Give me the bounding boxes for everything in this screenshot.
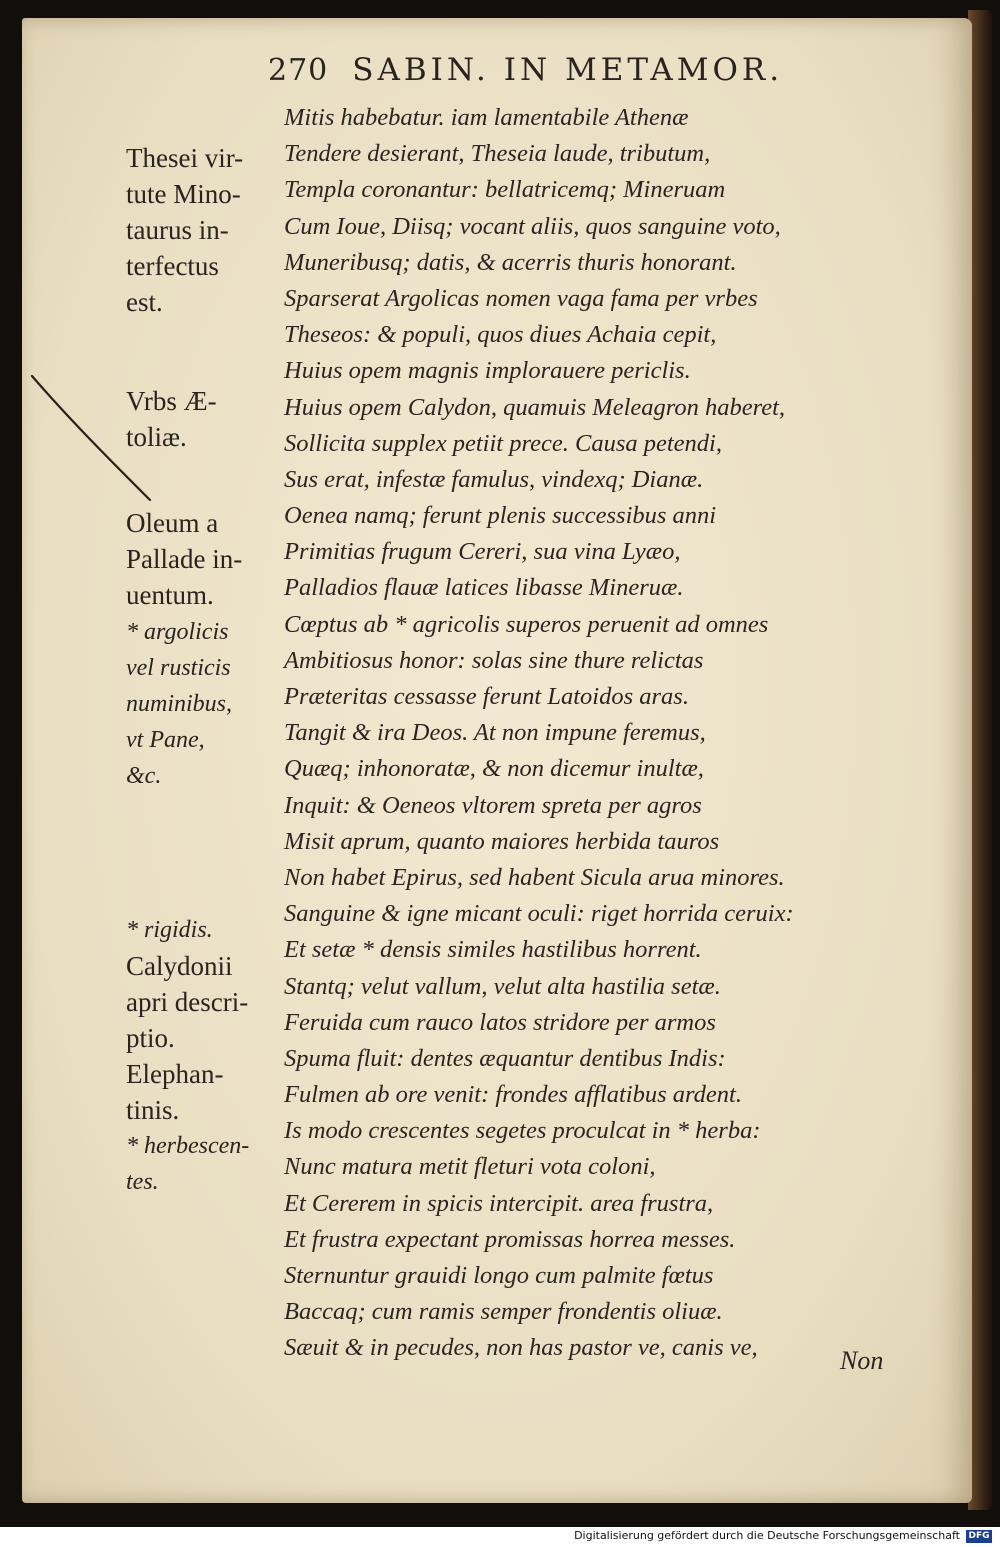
verse-line: Huius opem Calydon, quamuis Meleagron haberet, xyxy=(284,393,786,421)
verse-line: Tendere desierant, Theseia laude, tributum, xyxy=(284,140,711,168)
margin-note-line: tinis. xyxy=(126,1095,180,1125)
verse-line: Sus erat, infestæ famulus, vindexq; Dianæ. xyxy=(284,465,704,493)
verse-block xyxy=(284,100,924,1367)
margin-note-line: Calydonii xyxy=(126,951,233,981)
verse-line: Quæq; inhonoratæ, & non dicemur inultæ, xyxy=(284,755,704,783)
verse-line: Spuma fluit: dentes æquantur dentibus Indis: xyxy=(284,1044,726,1072)
page-header xyxy=(268,52,848,98)
verse-line: Inquit: & Oeneos vltorem spreta per agros xyxy=(284,791,702,819)
margin-note-line: Thesei vir- xyxy=(126,143,244,173)
margin-note-line: * herbescen- xyxy=(126,1133,250,1159)
verse-line: Huius opem magnis implorauere periclis. xyxy=(284,357,691,385)
verse-line: Nunc matura metit fleturi vota coloni, xyxy=(284,1153,656,1181)
verse-line: Palladios flauæ latices libasse Mineruæ. xyxy=(284,574,684,602)
dfg-logo: DFG xyxy=(966,1530,992,1543)
verse-line: Oenea namq; ferunt plenis successibus anni xyxy=(284,502,717,530)
verse-line: Tangit & ira Deos. At non impune feremus, xyxy=(284,719,706,747)
margin-note-oleum xyxy=(126,505,276,613)
verse-line: Ambitiosus honor: solas sine thure relictas xyxy=(284,646,704,674)
verse-line: Cœptus ab * agricolis superos peruenit ad omnes xyxy=(284,610,769,638)
verse-line: Non habet Epirus, sed habent Sicula arua minores. xyxy=(284,863,785,891)
verse-line: Baccaq; cum ramis semper frondentis oliuæ. xyxy=(284,1298,723,1326)
verse-line: Is modo crescentes segetes proculcat in * herba: xyxy=(284,1117,761,1145)
margin-note-line: Pallade in- xyxy=(126,544,243,574)
verse-line: Mitis habebatur. iam lamentabile Athenæ xyxy=(284,104,689,131)
margin-note-line: * rigidis. xyxy=(126,917,213,943)
verse-line: Muneribusq; datis, & acerris thuris honorant. xyxy=(284,248,737,276)
margin-note-line: est. xyxy=(126,287,163,317)
margin-note-line: Oleum a xyxy=(126,508,219,538)
catchword: Non xyxy=(840,1346,884,1375)
margin-note-line: uentum. xyxy=(126,580,214,610)
margin-note-line: Vrbs Æ- xyxy=(126,386,217,416)
verse-line: Et Cererem in spicis intercipit. area frustra, xyxy=(284,1189,714,1217)
running-title: SABIN. IN METAMOR. xyxy=(352,52,784,88)
margin-note-line: ptio. xyxy=(126,1023,175,1053)
verse-line: Theseos: & populi, quos diues Achaia cepit, xyxy=(284,321,717,349)
verse-line: Stantq; velut vallum, velut alta hastilia setæ. xyxy=(284,972,721,1000)
margin-note-line: &c. xyxy=(126,763,162,789)
margin-note-argolicis xyxy=(126,614,276,794)
margin-note-line: vel rusticis xyxy=(126,655,231,681)
margin-note-line: Elephan- xyxy=(126,1059,224,1089)
verse-line: Templa coronantur: bellatricemq; Mineruam xyxy=(284,176,726,204)
margin-note-line: terfectus xyxy=(126,251,219,281)
verse-line: Sternuntur grauidi longo cum palmite fœtus xyxy=(284,1262,714,1289)
margin-note-urbs xyxy=(126,383,276,455)
verse-line: Et setæ * densis similes hastilibus horrent. xyxy=(284,936,702,964)
verse-line: Misit aprum, quanto maiores herbida tauros xyxy=(284,827,720,855)
verse-line: Fulmen ab ore venit: frondes afflatibus ardent. xyxy=(284,1081,742,1109)
margin-note-calydonii xyxy=(126,948,276,1128)
verse-line: Præteritas cessasse ferunt Latoidos aras. xyxy=(284,683,689,710)
page-number: 270 xyxy=(268,53,329,88)
margin-note-thesei xyxy=(126,140,276,320)
verse-line: Cum Ioue, Diisq; vocant aliis, quos sanguine voto, xyxy=(284,212,781,240)
verse-line: Sparserat Argolicas nomen vaga fama per vrbes xyxy=(284,284,758,312)
funding-notice: Digitalisierung gefördert durch die Deutsche Forschungsgemeinschaft xyxy=(574,1529,960,1542)
margin-note-line: numinibus, xyxy=(126,691,233,717)
margin-note-line: taurus in- xyxy=(126,215,229,245)
verse-line: Feruida cum rauco latos stridore per armos xyxy=(284,1008,716,1036)
margin-note-rigidis xyxy=(126,912,276,948)
verse-line: Sæuit & in pecudes, non has pastor ve, canis ve, xyxy=(284,1334,758,1362)
margin-note-line: toliæ. xyxy=(126,422,187,452)
verse-line: Sollicita supplex petiit prece. Causa petendi, xyxy=(284,429,722,457)
verse-line: Primitias frugum Cereri, sua vina Lyæo, xyxy=(284,538,681,566)
margin-note-line: tute Mino- xyxy=(126,179,241,209)
margin-note-line: apri descri- xyxy=(126,987,249,1017)
margin-note-line: vt Pane, xyxy=(126,727,205,753)
margin-note-line: tes. xyxy=(126,1169,159,1195)
margin-note-line: * argolicis xyxy=(126,619,229,645)
verse-line: Et frustra expectant promissas horrea messes. xyxy=(284,1225,736,1253)
verse-line: Sanguine & igne micant oculi: riget horrida ceruix: xyxy=(284,900,794,928)
digitization-footer xyxy=(0,1527,1000,1547)
margin-note-herbescentes xyxy=(126,1128,276,1200)
